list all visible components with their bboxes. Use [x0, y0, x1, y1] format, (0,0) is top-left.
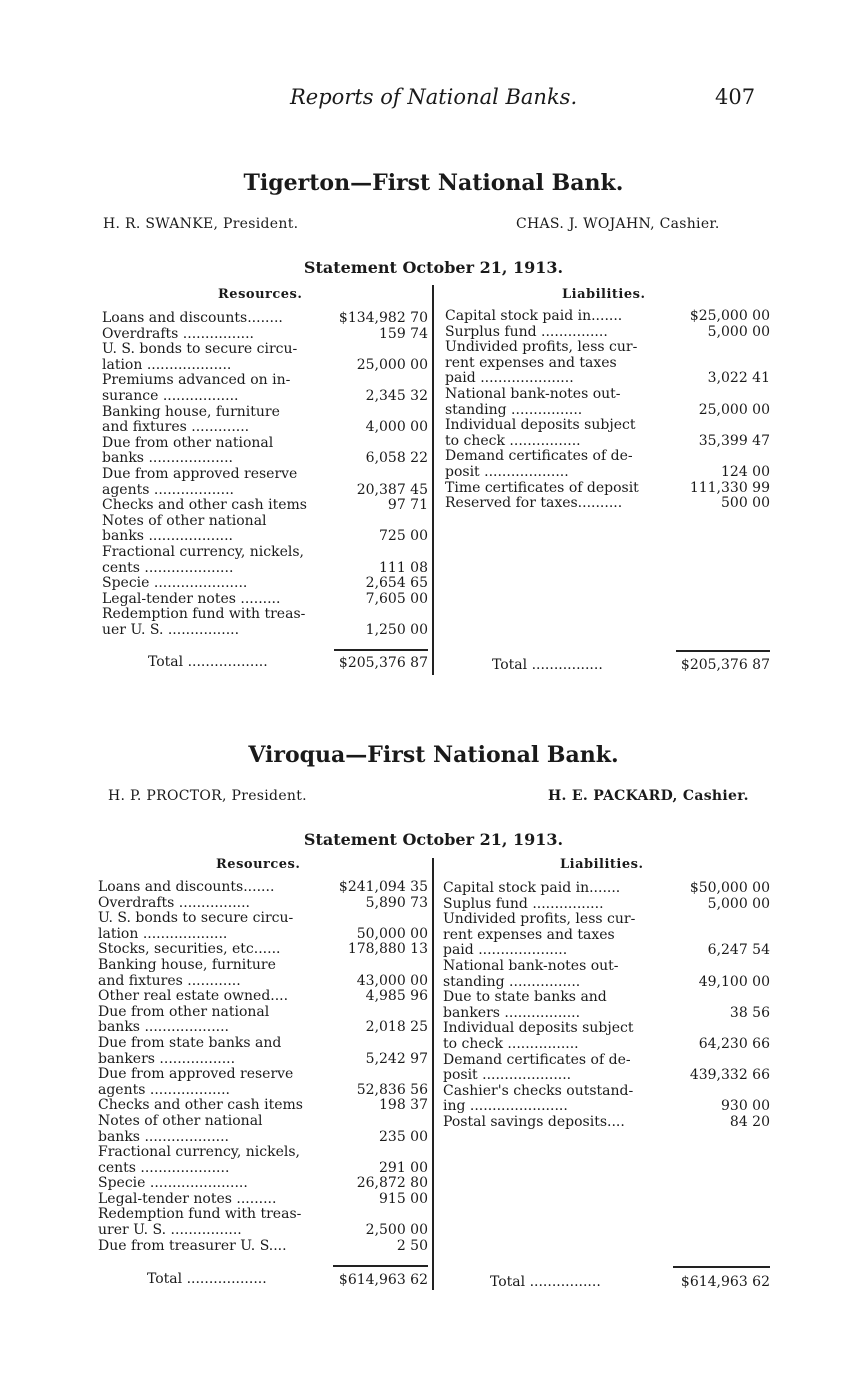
ledger-row	[102, 451, 428, 467]
ledger-label: Due to state banks and	[443, 989, 607, 1006]
ledger-row	[98, 1067, 428, 1083]
ledger-amount: 198 37	[379, 1097, 428, 1114]
ledger-row	[98, 942, 428, 958]
ledger-row	[445, 496, 770, 512]
ledger-row	[98, 1083, 428, 1099]
ledger-amount: 52,836 56	[356, 1081, 428, 1098]
total-value: $205,376 87	[338, 655, 428, 671]
ledger-label: Fractional currency, nickels,	[102, 543, 304, 560]
ledger-label: Individual deposits subject	[443, 1020, 634, 1037]
ledger-amount: 725 00	[379, 528, 428, 545]
ledger-label: Individual deposits subject	[445, 417, 636, 434]
ledger-label: Specie .....................	[102, 575, 248, 592]
ledger-label: banks ...................	[102, 528, 233, 545]
ledger-amount: 439,332 66	[689, 1067, 770, 1084]
ledger-row	[98, 1098, 428, 1114]
ledger-label: banks ...................	[98, 1128, 229, 1145]
ledger-row	[98, 911, 428, 927]
ledger-label: rent expenses and taxes	[443, 926, 615, 943]
ledger-label: bankers .................	[98, 1050, 236, 1067]
ledger-label: banks ...................	[98, 1019, 229, 1036]
ledger-amount: 97 71	[387, 497, 428, 514]
ledger-label: banks ...................	[102, 450, 233, 467]
resources-heading: Resources.	[216, 857, 301, 872]
ledger-amount: 26,872 80	[356, 1175, 428, 1192]
ledger-row	[445, 403, 770, 419]
ledger-label: Banking house, furniture	[102, 403, 280, 420]
ledger-row	[445, 418, 770, 434]
ledger-amount: 930 00	[721, 1098, 770, 1115]
ledger-row	[98, 958, 428, 974]
ledger-label: Postal savings deposits....	[443, 1113, 625, 1130]
ledger-row	[102, 420, 428, 436]
statement-date: Statement October 21, 1913.	[303, 258, 564, 277]
ledger-row	[98, 1114, 428, 1130]
ledger-row	[102, 467, 428, 483]
liabilities-list	[445, 309, 770, 512]
ledger-row	[443, 928, 770, 944]
ledger-row	[102, 561, 428, 577]
ledger-row	[102, 607, 428, 623]
ledger-amount: 915 00	[379, 1190, 428, 1207]
ledger-label: Demand certificates of de-	[445, 448, 633, 465]
ledger-label: Checks and other cash items	[102, 497, 307, 514]
ledger-row	[102, 311, 428, 327]
ledger-label: Stocks, securities, etc......	[98, 941, 281, 958]
ledger-row	[443, 881, 770, 897]
ledger-amount: 2,500 00	[365, 1222, 428, 1239]
ledger-label: Due from state banks and	[98, 1034, 282, 1051]
ledger-row	[102, 373, 428, 389]
ledger-row	[98, 1161, 428, 1177]
ledger-row	[98, 1052, 428, 1068]
ledger-row	[98, 1223, 428, 1239]
cashier: H. E. PACKARD, Cashier.	[548, 788, 749, 804]
ledger-label: posit ...................	[445, 463, 569, 480]
ledger-amount: 5,000 00	[707, 895, 770, 912]
ledger-label: Redemption fund with treas-	[98, 1206, 302, 1223]
running-head: Reports of National Banks.	[290, 85, 578, 109]
ledger-amount: 38 56	[729, 1004, 770, 1021]
ledger-amount: 235 00	[379, 1128, 428, 1145]
ledger-amount: 2,345 32	[365, 387, 428, 404]
ledger-label: standing ................	[443, 973, 581, 990]
ledger-label: agents ..................	[102, 481, 234, 498]
ledger-row	[102, 514, 428, 530]
ledger-label: to check ................	[443, 1035, 579, 1052]
column-divider	[432, 285, 434, 675]
ledger-label: to check ................	[445, 432, 581, 449]
ledger-label: and fixtures .............	[102, 419, 250, 436]
ledger-row	[445, 356, 770, 372]
resources-heading: Resources.	[218, 287, 303, 302]
total-value: $614,963 62	[680, 1274, 770, 1290]
liabilities-list	[443, 881, 770, 1131]
ledger-row	[102, 576, 428, 592]
ledger-row	[98, 880, 428, 896]
ledger-row	[445, 481, 770, 497]
ledger-label: rent expenses and taxes	[445, 354, 617, 371]
ledger-label: Capital stock paid in.......	[443, 880, 621, 896]
ledger-label: Undivided profits, less cur-	[443, 911, 636, 928]
ledger-row	[445, 449, 770, 465]
ledger-label: standing ................	[445, 401, 583, 418]
ledger-row	[443, 1006, 770, 1022]
ledger-amount: 124 00	[721, 463, 770, 480]
ledger-row	[102, 623, 428, 639]
ledger-row	[443, 912, 770, 928]
ledger-row	[102, 389, 428, 405]
ledger-amount: 159 74	[379, 325, 428, 342]
ledger-label: Fractional currency, nickels,	[98, 1144, 300, 1161]
ledger-row	[102, 498, 428, 514]
ledger-amount: $25,000 00	[689, 308, 770, 324]
ledger-row	[445, 434, 770, 450]
ledger-amount: 84 20	[729, 1113, 770, 1130]
total-value: $205,376 87	[680, 657, 770, 673]
ledger-label: Loans and discounts.......	[98, 879, 275, 895]
resources-list	[98, 880, 428, 1254]
ledger-label: cents ....................	[98, 1159, 230, 1176]
ledger-label: lation ...................	[102, 356, 232, 373]
ledger-row	[98, 989, 428, 1005]
ledger-row	[102, 483, 428, 499]
ledger-amount: 4,985 96	[365, 988, 428, 1005]
ledger-label: Overdrafts ................	[102, 325, 255, 342]
ledger-label: U. S. bonds to secure circu-	[102, 341, 298, 358]
ledger-row	[98, 1176, 428, 1192]
president: H. P. PROCTOR, President.	[108, 788, 307, 804]
ledger-amount: 111 08	[379, 559, 428, 576]
ledger-row	[443, 1037, 770, 1053]
ledger-amount: 1,250 00	[365, 621, 428, 638]
ledger-amount: 20,387 45	[356, 481, 428, 498]
ledger-label: Banking house, furniture	[98, 956, 276, 973]
ledger-amount: 2 50	[396, 1237, 428, 1254]
ledger-amount: 4,000 00	[365, 419, 428, 436]
ledger-amount: 64,230 66	[698, 1035, 770, 1052]
ledger-row	[102, 436, 428, 452]
ledger-label: Loans and discounts........	[102, 310, 283, 326]
ledger-label: ing ......................	[443, 1098, 568, 1115]
ledger-amount: 35,399 47	[698, 432, 770, 449]
total-rule	[334, 649, 428, 651]
ledger-row	[443, 1099, 770, 1115]
ledger-label: National bank-notes out-	[445, 385, 621, 402]
ledger-amount: $241,094 35	[338, 879, 428, 895]
ledger-row	[443, 975, 770, 991]
ledger-row	[102, 592, 428, 608]
ledger-row	[98, 1239, 428, 1255]
total-value: $614,963 62	[338, 1272, 428, 1288]
ledger-label: uer U. S. ................	[102, 621, 240, 638]
ledger-row	[98, 1207, 428, 1223]
ledger-row	[98, 1130, 428, 1146]
ledger-label: Notes of other national	[102, 512, 267, 529]
page-number: 407	[715, 85, 756, 109]
ledger-amount: $50,000 00	[689, 880, 770, 896]
liabilities-heading: Liabilities.	[562, 287, 646, 302]
ledger-row	[98, 1192, 428, 1208]
ledger-row	[443, 1068, 770, 1084]
ledger-label: Premiums advanced on in-	[102, 372, 291, 389]
total-rule	[333, 1265, 428, 1267]
ledger-amount: 25,000 00	[356, 356, 428, 373]
ledger-amount: 5,242 97	[365, 1050, 428, 1067]
ledger-amount: 49,100 00	[698, 973, 770, 990]
ledger-row	[445, 340, 770, 356]
total-label: Total ..................	[148, 654, 268, 670]
ledger-amount: 111,330 99	[689, 479, 770, 496]
ledger-row	[443, 1053, 770, 1069]
ledger-amount: 6,247 54	[707, 942, 770, 959]
ledger-label: agents ..................	[98, 1081, 230, 1098]
liabilities-heading: Liabilities.	[560, 857, 644, 872]
ledger-amount: 500 00	[721, 495, 770, 512]
ledger-row	[102, 327, 428, 343]
ledger-amount: 5,890 73	[365, 894, 428, 911]
ledger-row	[445, 325, 770, 341]
ledger-label: paid ....................	[443, 942, 568, 959]
ledger-label: Notes of other national	[98, 1112, 263, 1129]
ledger-label: Specie ......................	[98, 1175, 248, 1192]
ledger-amount: 7,605 00	[365, 590, 428, 607]
ledger-label: Due from other national	[98, 1003, 270, 1020]
ledger-row	[102, 529, 428, 545]
ledger-label: National bank-notes out-	[443, 957, 619, 974]
total-rule	[676, 650, 770, 652]
ledger-label: Cashier's checks outstand-	[443, 1082, 634, 1099]
ledger-row	[445, 387, 770, 403]
ledger-label: Suplus fund ................	[443, 895, 604, 912]
ledger-amount: 5,000 00	[707, 323, 770, 340]
ledger-row	[443, 1115, 770, 1131]
ledger-label: Due from treasurer U. S....	[98, 1237, 287, 1254]
ledger-amount: 3,022 41	[707, 370, 770, 387]
ledger-label: U. S. bonds to secure circu-	[98, 910, 294, 927]
column-divider	[432, 858, 434, 1290]
ledger-amount: 25,000 00	[698, 401, 770, 418]
ledger-label: Undivided profits, less cur-	[445, 339, 638, 356]
ledger-row	[445, 465, 770, 481]
ledger-label: Due from approved reserve	[98, 1066, 294, 1083]
bank-title: Tigerton—First National Bank.	[243, 170, 624, 196]
ledger-row	[443, 943, 770, 959]
ledger-label: Legal-tender notes .........	[98, 1190, 277, 1207]
ledger-row	[443, 959, 770, 975]
ledger-label: Other real estate owned....	[98, 988, 289, 1005]
ledger-row	[443, 1084, 770, 1100]
ledger-label: Demand certificates of de-	[443, 1051, 631, 1068]
ledger-label: and fixtures ............	[98, 972, 241, 989]
ledger-amount: 2,018 25	[365, 1019, 428, 1036]
ledger-label: posit ....................	[443, 1067, 572, 1084]
total-rule	[673, 1266, 770, 1268]
ledger-row	[98, 974, 428, 990]
ledger-row	[98, 896, 428, 912]
ledger-row	[443, 897, 770, 913]
ledger-row	[98, 1005, 428, 1021]
ledger-row	[102, 342, 428, 358]
ledger-amount: 178,880 13	[347, 941, 428, 958]
ledger-label: Due from approved reserve	[102, 465, 298, 482]
total-label: Total ................	[490, 1274, 601, 1290]
ledger-label: Capital stock paid in.......	[445, 308, 623, 324]
ledger-row	[443, 990, 770, 1006]
ledger-label: Due from other national	[102, 434, 274, 451]
ledger-label: urer U. S. ................	[98, 1222, 242, 1239]
ledger-label: Time certificates of deposit	[445, 479, 639, 496]
ledger-label: Surplus fund ...............	[445, 323, 608, 340]
cashier: CHAS. J. WOJAHN, Cashier.	[516, 216, 720, 232]
ledger-row	[445, 309, 770, 325]
ledger-amount: 2,654 65	[365, 575, 428, 592]
ledger-label: Redemption fund with treas-	[102, 606, 306, 623]
ledger-amount: 50,000 00	[356, 925, 428, 942]
ledger-row	[102, 545, 428, 561]
ledger-amount: 6,058 22	[365, 450, 428, 467]
ledger-row	[102, 358, 428, 374]
ledger-amount: 43,000 00	[356, 972, 428, 989]
total-label: Total ................	[492, 657, 603, 673]
resources-list	[102, 311, 428, 638]
ledger-label: lation ...................	[98, 925, 228, 942]
ledger-row	[98, 1020, 428, 1036]
ledger-label: paid .....................	[445, 370, 574, 387]
bank-title: Viroqua—First National Bank.	[248, 742, 619, 768]
ledger-row	[98, 1036, 428, 1052]
ledger-row	[102, 405, 428, 421]
president: H. R. SWANKE, President.	[103, 216, 299, 232]
ledger-label: surance .................	[102, 387, 239, 404]
ledger-label: Overdrafts ................	[98, 894, 251, 911]
ledger-label: bankers .................	[443, 1004, 581, 1021]
ledger-row	[443, 1021, 770, 1037]
ledger-row	[98, 927, 428, 943]
ledger-label: Checks and other cash items	[98, 1097, 303, 1114]
ledger-label: Reserved for taxes..........	[445, 495, 623, 512]
ledger-label: Legal-tender notes .........	[102, 590, 281, 607]
ledger-row	[445, 371, 770, 387]
total-label: Total ..................	[147, 1271, 267, 1287]
ledger-amount: $134,982 70	[338, 310, 428, 326]
statement-date: Statement October 21, 1913.	[303, 830, 564, 849]
ledger-row	[98, 1145, 428, 1161]
ledger-amount: 291 00	[379, 1159, 428, 1176]
ledger-label: cents ....................	[102, 559, 234, 576]
